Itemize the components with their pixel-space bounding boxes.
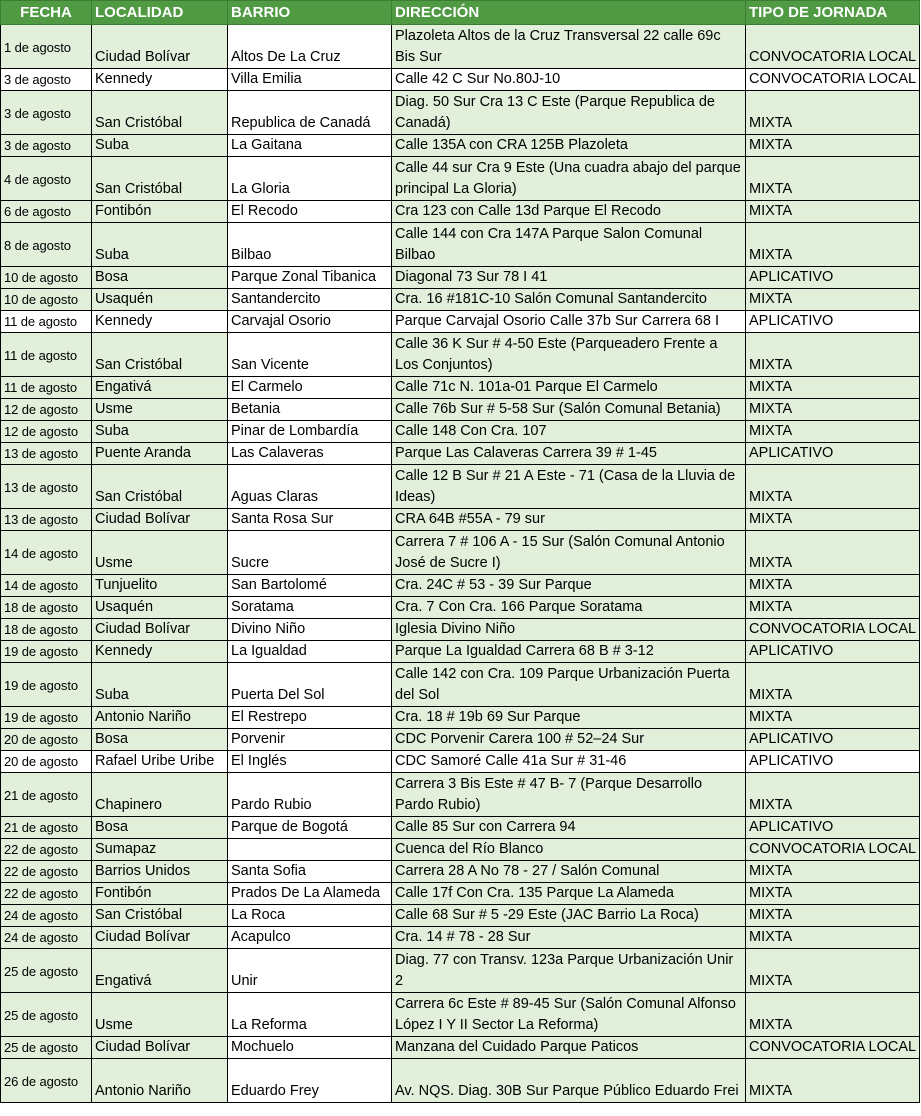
row-fecha: 14 de agosto	[1, 531, 92, 575]
row-localidad: Chapinero	[92, 773, 228, 817]
row-barrio: Parque de Bogotá	[228, 817, 392, 839]
table-row	[1, 267, 920, 289]
row-fecha: 21 de agosto	[1, 773, 92, 817]
row-fecha: 24 de agosto	[1, 927, 92, 949]
row-direccion: Carrera 3 Bis Este # 47 B- 7 (Parque Desarrollo Pardo Rubio)	[392, 773, 746, 817]
table-row	[1, 531, 920, 575]
table-row	[1, 223, 920, 267]
row-direccion: Cra. 16 #181C-10 Salón Comunal Santandercito	[392, 289, 746, 311]
row-barrio: Mochuelo	[228, 1037, 392, 1059]
row-tipo-jornada: CONVOCATORIA LOCAL	[746, 25, 920, 69]
row-barrio: Puerta Del Sol	[228, 663, 392, 707]
row-fecha: 19 de agosto	[1, 641, 92, 663]
row-direccion: Calle 135A con CRA 125B Plazoleta	[392, 135, 746, 157]
row-localidad: Usaquén	[92, 597, 228, 619]
row-localidad: Kennedy	[92, 69, 228, 91]
row-localidad: Kennedy	[92, 311, 228, 333]
row-tipo-jornada: MIXTA	[746, 201, 920, 223]
row-direccion: Av. NQS. Diag. 30B Sur Parque Público Eduardo Frei	[392, 1059, 746, 1103]
row-localidad: Ciudad Bolívar	[92, 927, 228, 949]
row-localidad: Bosa	[92, 729, 228, 751]
row-localidad: Antonio Nariño	[92, 1059, 228, 1103]
table-row	[1, 421, 920, 443]
table-body	[1, 25, 920, 1103]
table-row	[1, 69, 920, 91]
row-localidad: Engativá	[92, 949, 228, 993]
table-row	[1, 157, 920, 201]
row-fecha: 12 de agosto	[1, 399, 92, 421]
row-localidad: Antonio Nariño	[92, 707, 228, 729]
row-direccion: Calle 12 B Sur # 21 A Este - 71 (Casa de la Lluvia de Ideas)	[392, 465, 746, 509]
row-barrio: La Igualdad	[228, 641, 392, 663]
row-tipo-jornada: APLICATIVO	[746, 641, 920, 663]
row-direccion: Calle 44 sur Cra 9 Este (Una cuadra abajo del parque principal La Gloria)	[392, 157, 746, 201]
row-localidad: San Cristóbal	[92, 91, 228, 135]
row-tipo-jornada: APLICATIVO	[746, 751, 920, 773]
row-direccion: Parque La Igualdad Carrera 68 B # 3-12	[392, 641, 746, 663]
table-row	[1, 399, 920, 421]
row-fecha: 13 de agosto	[1, 465, 92, 509]
row-fecha: 22 de agosto	[1, 839, 92, 861]
row-direccion: Diagonal 73 Sur 78 I 41	[392, 267, 746, 289]
row-tipo-jornada: MIXTA	[746, 707, 920, 729]
row-barrio: Bilbao	[228, 223, 392, 267]
row-barrio: El Restrepo	[228, 707, 392, 729]
table-row	[1, 1059, 920, 1103]
row-barrio: Eduardo Frey	[228, 1059, 392, 1103]
row-tipo-jornada: MIXTA	[746, 421, 920, 443]
row-direccion: Cra. 14 # 78 - 28 Sur	[392, 927, 746, 949]
row-tipo-jornada: MIXTA	[746, 1059, 920, 1103]
header-direccion: DIRECCIÓN	[392, 1, 746, 25]
row-tipo-jornada: CONVOCATORIA LOCAL	[746, 69, 920, 91]
row-localidad: Ciudad Bolívar	[92, 1037, 228, 1059]
row-direccion: Calle 71c N. 101a-01 Parque El Carmelo	[392, 377, 746, 399]
row-barrio: Prados De La Alameda	[228, 883, 392, 905]
row-fecha: 3 de agosto	[1, 91, 92, 135]
row-direccion: Cra. 7 Con Cra. 166 Parque Soratama	[392, 597, 746, 619]
row-fecha: 20 de agosto	[1, 751, 92, 773]
table-row	[1, 993, 920, 1037]
row-direccion: Calle 76b Sur # 5-58 Sur (Salón Comunal Betania)	[392, 399, 746, 421]
row-direccion: CDC Porvenir Carera 100 # 52–24 Sur	[392, 729, 746, 751]
table-row	[1, 817, 920, 839]
header-fecha: FECHA	[1, 1, 92, 25]
row-fecha: 24 de agosto	[1, 905, 92, 927]
row-localidad: Engativá	[92, 377, 228, 399]
row-fecha: 14 de agosto	[1, 575, 92, 597]
row-fecha: 19 de agosto	[1, 663, 92, 707]
table-row	[1, 751, 920, 773]
row-fecha: 10 de agosto	[1, 289, 92, 311]
table-row	[1, 663, 920, 707]
table-header	[1, 1, 920, 25]
row-fecha: 22 de agosto	[1, 883, 92, 905]
row-direccion: Calle 85 Sur con Carrera 94	[392, 817, 746, 839]
row-fecha: 22 de agosto	[1, 861, 92, 883]
row-tipo-jornada: MIXTA	[746, 663, 920, 707]
row-tipo-jornada: MIXTA	[746, 927, 920, 949]
row-barrio: Betania	[228, 399, 392, 421]
row-tipo-jornada: MIXTA	[746, 597, 920, 619]
row-localidad: San Cristóbal	[92, 905, 228, 927]
row-tipo-jornada: APLICATIVO	[746, 729, 920, 751]
row-localidad: Ciudad Bolívar	[92, 25, 228, 69]
row-direccion: CRA 64B #55A - 79 sur	[392, 509, 746, 531]
row-localidad: Tunjuelito	[92, 575, 228, 597]
row-tipo-jornada: MIXTA	[746, 575, 920, 597]
row-fecha: 19 de agosto	[1, 707, 92, 729]
row-tipo-jornada: MIXTA	[746, 531, 920, 575]
row-fecha: 8 de agosto	[1, 223, 92, 267]
row-fecha: 11 de agosto	[1, 333, 92, 377]
row-localidad: Fontibón	[92, 201, 228, 223]
row-tipo-jornada: MIXTA	[746, 377, 920, 399]
row-fecha: 6 de agosto	[1, 201, 92, 223]
table-row	[1, 707, 920, 729]
row-fecha: 3 de agosto	[1, 135, 92, 157]
row-barrio: Carvajal Osorio	[228, 311, 392, 333]
row-barrio: San Vicente	[228, 333, 392, 377]
table-row	[1, 1037, 920, 1059]
row-tipo-jornada: APLICATIVO	[746, 817, 920, 839]
row-tipo-jornada: MIXTA	[746, 773, 920, 817]
row-barrio: Acapulco	[228, 927, 392, 949]
row-direccion: Calle 68 Sur # 5 -29 Este (JAC Barrio La Roca)	[392, 905, 746, 927]
row-direccion: Manzana del Cuidado Parque Paticos	[392, 1037, 746, 1059]
row-tipo-jornada: APLICATIVO	[746, 443, 920, 465]
row-localidad: Sumapaz	[92, 839, 228, 861]
row-tipo-jornada: CONVOCATORIA LOCAL	[746, 1037, 920, 1059]
row-fecha: 26 de agosto	[1, 1059, 92, 1103]
row-direccion: Parque Carvajal Osorio Calle 37b Sur Carrera 68 I	[392, 311, 746, 333]
row-direccion: Parque Las Calaveras Carrera 39 # 1-45	[392, 443, 746, 465]
row-localidad: Usme	[92, 399, 228, 421]
table-row	[1, 905, 920, 927]
row-fecha: 18 de agosto	[1, 619, 92, 641]
row-barrio: Parque Zonal Tibanica	[228, 267, 392, 289]
row-barrio: Republica de Canadá	[228, 91, 392, 135]
table-row	[1, 135, 920, 157]
row-direccion: Cuenca del Río Blanco	[392, 839, 746, 861]
row-barrio: Pinar de Lombardía	[228, 421, 392, 443]
row-localidad: Suba	[92, 663, 228, 707]
row-fecha: 25 de agosto	[1, 1037, 92, 1059]
row-direccion: Cra 123 con Calle 13d Parque El Recodo	[392, 201, 746, 223]
row-direccion: Calle 142 con Cra. 109 Parque Urbanización Puerta del Sol	[392, 663, 746, 707]
header-barrio: BARRIO	[228, 1, 392, 25]
header-tipo-jornada: TIPO DE JORNADA	[746, 1, 920, 25]
row-localidad: Ciudad Bolívar	[92, 619, 228, 641]
row-direccion: Carrera 6c Este # 89-45 Sur (Salón Comunal Alfonso López I Y II Sector La Reforma)	[392, 993, 746, 1037]
row-barrio: La Reforma	[228, 993, 392, 1037]
row-tipo-jornada: MIXTA	[746, 289, 920, 311]
row-localidad: Suba	[92, 135, 228, 157]
row-fecha: 11 de agosto	[1, 377, 92, 399]
row-tipo-jornada: CONVOCATORIA LOCAL	[746, 839, 920, 861]
row-fecha: 4 de agosto	[1, 157, 92, 201]
row-direccion: Carrera 7 # 106 A - 15 Sur (Salón Comunal Antonio José de Sucre I)	[392, 531, 746, 575]
row-fecha: 20 de agosto	[1, 729, 92, 751]
row-barrio: Santa Sofia	[228, 861, 392, 883]
row-tipo-jornada: MIXTA	[746, 223, 920, 267]
table-row	[1, 641, 920, 663]
row-direccion: Cra. 24C # 53 - 39 Sur Parque	[392, 575, 746, 597]
row-direccion: Plazoleta Altos de la Cruz Transversal 22 calle 69c Bis Sur	[392, 25, 746, 69]
table-row	[1, 729, 920, 751]
row-tipo-jornada: MIXTA	[746, 861, 920, 883]
row-fecha: 10 de agosto	[1, 267, 92, 289]
row-localidad: Usme	[92, 993, 228, 1037]
row-barrio: Altos De La Cruz	[228, 25, 392, 69]
row-localidad: Puente Aranda	[92, 443, 228, 465]
row-localidad: Fontibón	[92, 883, 228, 905]
table-row	[1, 377, 920, 399]
row-barrio: Las Calaveras	[228, 443, 392, 465]
row-localidad: Barrios Unidos	[92, 861, 228, 883]
row-fecha: 3 de agosto	[1, 69, 92, 91]
table-row	[1, 311, 920, 333]
row-barrio: San Bartolomé	[228, 575, 392, 597]
row-direccion: Iglesia Divino Niño	[392, 619, 746, 641]
row-barrio: Villa Emilia	[228, 69, 392, 91]
row-localidad: San Cristóbal	[92, 157, 228, 201]
row-barrio: Santandercito	[228, 289, 392, 311]
row-barrio: Santa Rosa Sur	[228, 509, 392, 531]
table-row	[1, 883, 920, 905]
row-fecha: 13 de agosto	[1, 443, 92, 465]
row-barrio: El Carmelo	[228, 377, 392, 399]
table-row	[1, 25, 920, 69]
row-localidad: Rafael Uribe Uribe	[92, 751, 228, 773]
row-fecha: 25 de agosto	[1, 993, 92, 1037]
row-direccion: Calle 42 C Sur No.80J-10	[392, 69, 746, 91]
table-row	[1, 289, 920, 311]
table-row	[1, 91, 920, 135]
row-barrio: La Gaitana	[228, 135, 392, 157]
table-row	[1, 773, 920, 817]
row-tipo-jornada: MIXTA	[746, 883, 920, 905]
row-direccion: Carrera 28 A No 78 - 27 / Salón Comunal	[392, 861, 746, 883]
row-barrio: El Recodo	[228, 201, 392, 223]
row-barrio: Pardo Rubio	[228, 773, 392, 817]
row-localidad: Usaquén	[92, 289, 228, 311]
table-row	[1, 927, 920, 949]
header-row	[1, 1, 920, 25]
table-row	[1, 949, 920, 993]
row-fecha: 13 de agosto	[1, 509, 92, 531]
table-row	[1, 839, 920, 861]
row-tipo-jornada: MIXTA	[746, 509, 920, 531]
row-barrio	[228, 839, 392, 861]
table-row	[1, 575, 920, 597]
row-direccion: Calle 144 con Cra 147A Parque Salon Comunal Bilbao	[392, 223, 746, 267]
row-tipo-jornada: CONVOCATORIA LOCAL	[746, 619, 920, 641]
row-barrio: Soratama	[228, 597, 392, 619]
row-barrio: El Inglés	[228, 751, 392, 773]
row-fecha: 18 de agosto	[1, 597, 92, 619]
row-localidad: San Cristóbal	[92, 333, 228, 377]
row-localidad: San Cristóbal	[92, 465, 228, 509]
row-localidad: Suba	[92, 223, 228, 267]
row-fecha: 21 de agosto	[1, 817, 92, 839]
row-direccion: Calle 36 K Sur # 4-50 Este (Parqueadero Frente a Los Conjuntos)	[392, 333, 746, 377]
row-tipo-jornada: MIXTA	[746, 399, 920, 421]
row-direccion: CDC Samoré Calle 41a Sur # 31-46	[392, 751, 746, 773]
row-direccion: Calle 17f Con Cra. 135 Parque La Alameda	[392, 883, 746, 905]
row-fecha: 25 de agosto	[1, 949, 92, 993]
row-tipo-jornada: MIXTA	[746, 333, 920, 377]
row-barrio: Unir	[228, 949, 392, 993]
row-direccion: Cra. 18 # 19b 69 Sur Parque	[392, 707, 746, 729]
header-localidad: LOCALIDAD	[92, 1, 228, 25]
table-row	[1, 597, 920, 619]
row-tipo-jornada: MIXTA	[746, 465, 920, 509]
row-barrio: Porvenir	[228, 729, 392, 751]
row-barrio: Aguas Claras	[228, 465, 392, 509]
row-direccion: Diag. 50 Sur Cra 13 C Este (Parque Republica de Canadá)	[392, 91, 746, 135]
row-fecha: 12 de agosto	[1, 421, 92, 443]
row-tipo-jornada: MIXTA	[746, 91, 920, 135]
table-row	[1, 861, 920, 883]
row-tipo-jornada: APLICATIVO	[746, 311, 920, 333]
row-localidad: Bosa	[92, 817, 228, 839]
row-tipo-jornada: MIXTA	[746, 157, 920, 201]
row-tipo-jornada: MIXTA	[746, 135, 920, 157]
table-row	[1, 619, 920, 641]
row-direccion: Calle 148 Con Cra. 107	[392, 421, 746, 443]
row-localidad: Kennedy	[92, 641, 228, 663]
row-fecha: 1 de agosto	[1, 25, 92, 69]
row-tipo-jornada: MIXTA	[746, 993, 920, 1037]
row-localidad: Usme	[92, 531, 228, 575]
row-barrio: Sucre	[228, 531, 392, 575]
table-row	[1, 465, 920, 509]
row-tipo-jornada: MIXTA	[746, 905, 920, 927]
row-barrio: La Roca	[228, 905, 392, 927]
table-row	[1, 509, 920, 531]
row-fecha: 11 de agosto	[1, 311, 92, 333]
row-tipo-jornada: APLICATIVO	[746, 267, 920, 289]
row-localidad: Bosa	[92, 267, 228, 289]
table-row	[1, 333, 920, 377]
row-localidad: Suba	[92, 421, 228, 443]
row-direccion: Diag. 77 con Transv. 123a Parque Urbanización Unir 2	[392, 949, 746, 993]
row-barrio: La Gloria	[228, 157, 392, 201]
table-row	[1, 443, 920, 465]
row-barrio: Divino Niño	[228, 619, 392, 641]
row-tipo-jornada: MIXTA	[746, 949, 920, 993]
table-row	[1, 201, 920, 223]
row-localidad: Ciudad Bolívar	[92, 509, 228, 531]
